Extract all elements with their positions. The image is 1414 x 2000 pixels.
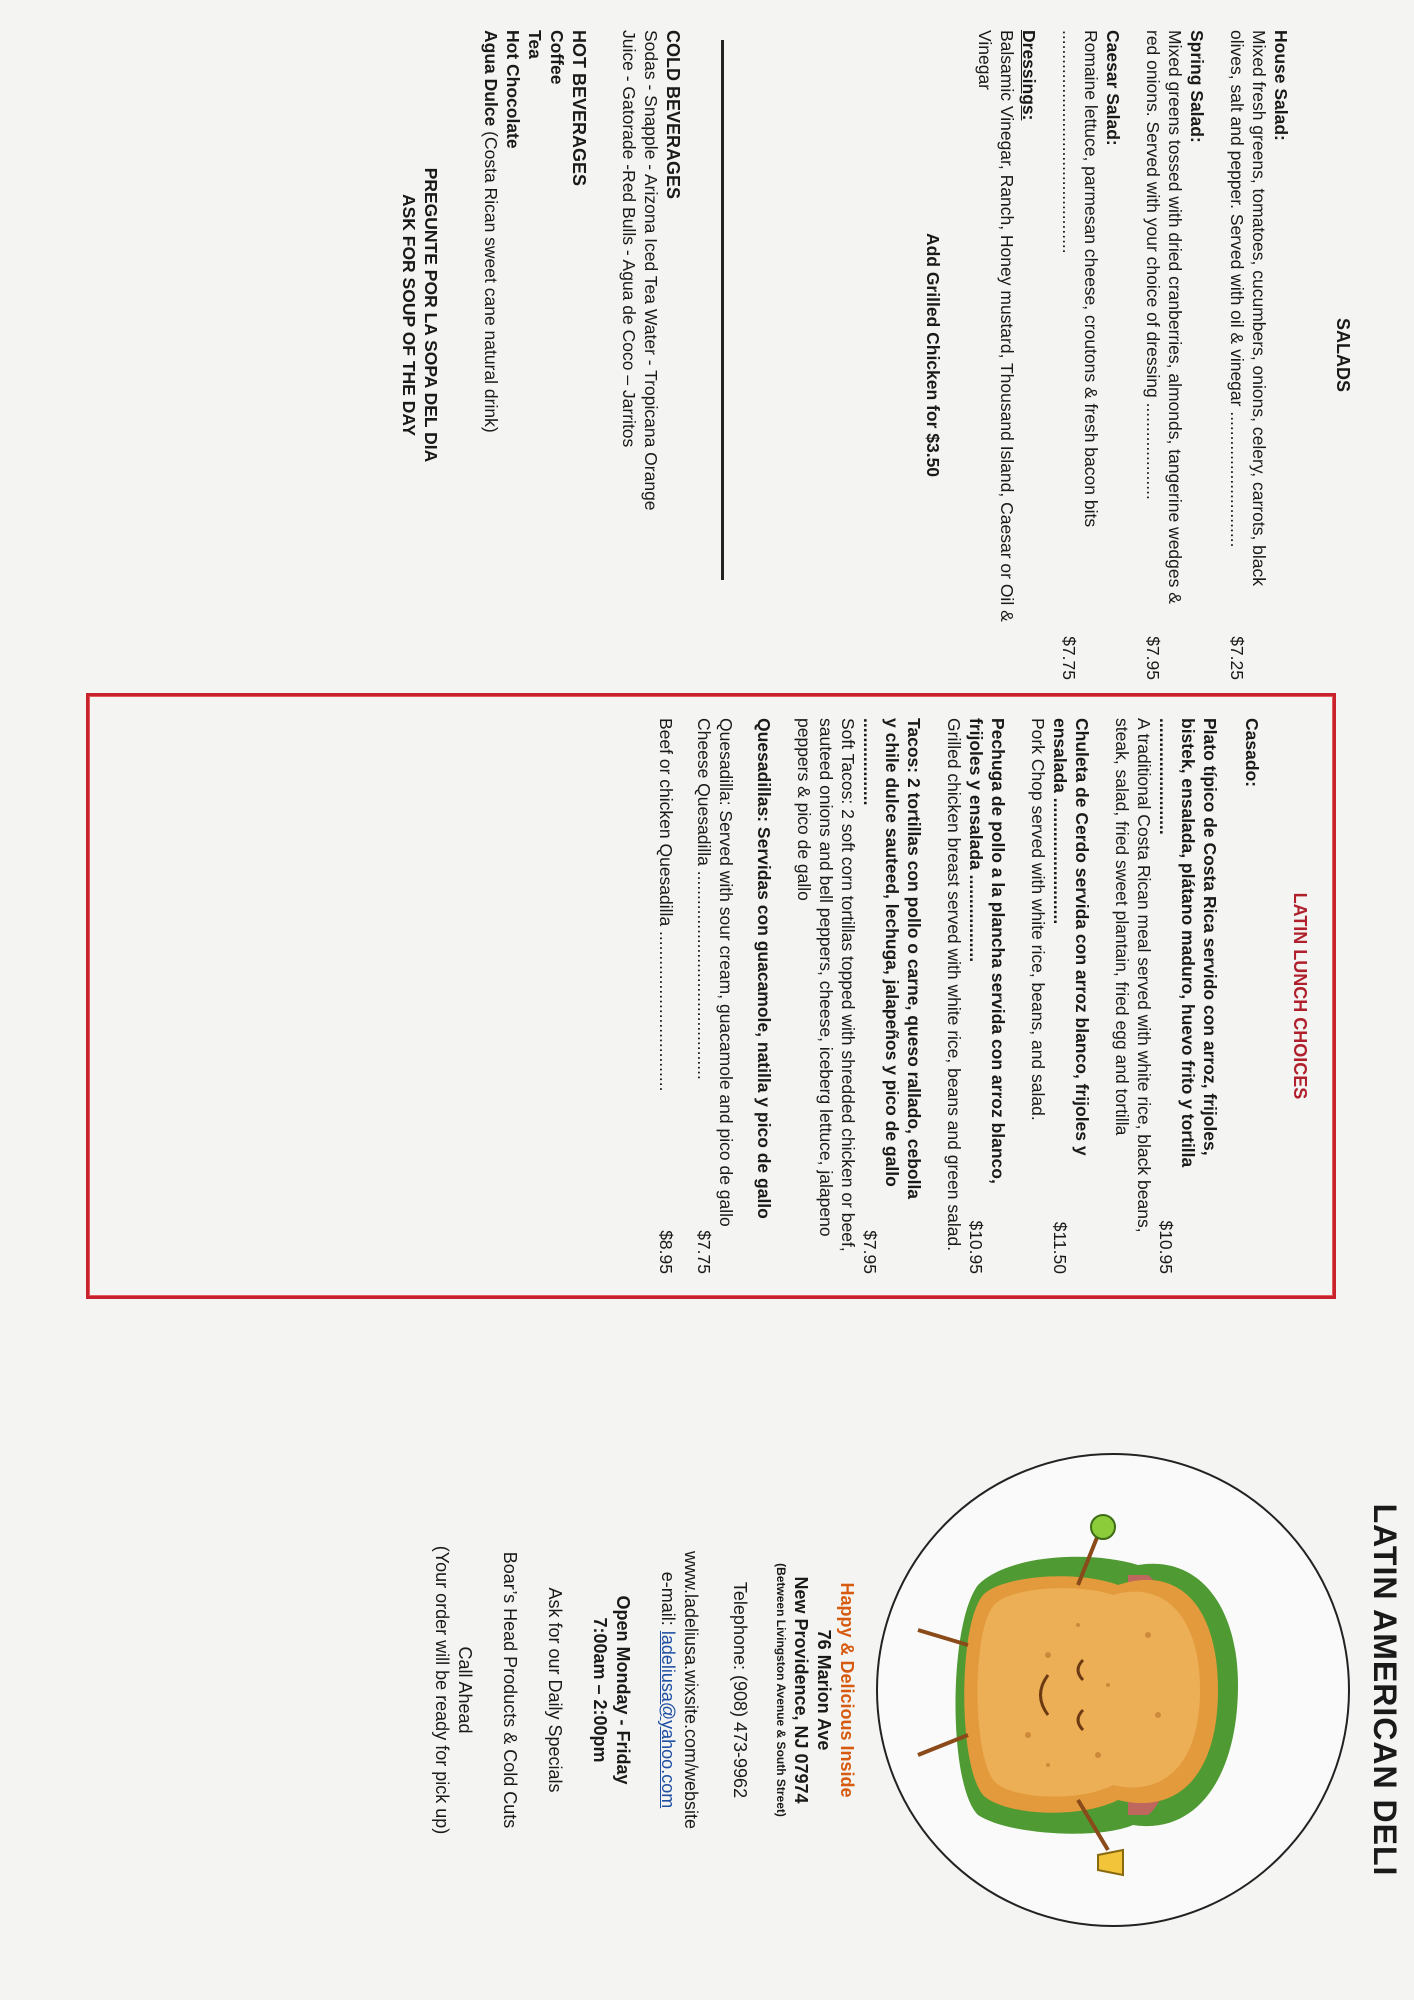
house-salad-name: House Salad: xyxy=(1271,30,1291,141)
casado-en: A traditional Costa Rican meal served with white rice, black beans, steak, salad, fried sweet plantain, fried egg and tortilla xyxy=(1112,718,1154,1233)
caesar-salad xyxy=(1058,30,1124,680)
latin-lunch-title: LATIN LUNCH CHOICES xyxy=(1290,892,1310,1100)
daily-specials: Ask for our Daily Specials xyxy=(545,1587,565,1793)
open-hours: 7:00am – 2:00pm xyxy=(590,1617,610,1763)
salads-section xyxy=(922,30,1354,680)
house-salad-desc: Mixed fresh greens, tomatoes, cucumbers, onions, celery, carrots, black olives, salt and pepper. Served with oil & vinegar ............................ xyxy=(1227,30,1269,587)
caesar-salad-name: Caesar Salad: xyxy=(1103,30,1123,146)
casado-es: Plato típico de Costa Rica servido con arroz, frijoles, bistek, ensalada, plátano maduro, huevo frito y tortilla ........................ $10.95 xyxy=(1156,718,1220,1274)
dressings-label: Dressings: xyxy=(1019,30,1039,121)
house-salad xyxy=(1226,30,1292,680)
salads-title: SALADS xyxy=(1333,317,1353,392)
dressings-text: Balsamic Vinegar, Ranch, Honey mustard, Thousand Island, Caesar or Oil & Vinegar xyxy=(975,30,1017,622)
hot-item-agua-dulce: Agua Dulce (Costa Rican sweet cane natural drink) xyxy=(481,30,501,433)
hot-item-coffee: Coffee xyxy=(547,30,567,85)
pickup-note: (Your order will be ready for pick up) xyxy=(432,1545,452,1835)
pechuga-en: Grilled chicken breast served with white rice, beans and green salad. xyxy=(944,718,964,1252)
tacos-es: Tacos: 2 tortillas con pollo o carne, queso rallado, cebolla y chile dulce sauteed, lechuga, jalapeños y pico de gallo .................. $7.95 xyxy=(860,718,924,1274)
spring-salad xyxy=(1142,30,1208,680)
casado-label: Casado: xyxy=(1242,718,1262,788)
quesadillas-es: Quesadillas: Servidas con guacamole, natilla y pico de gallo xyxy=(754,718,774,1219)
address-line-2: New Providence, NJ 07974 xyxy=(791,1576,811,1804)
chuleta-es: Chuleta de Cerdo servida con arroz blanco, frijoles y ensalada .......................... $11.50 xyxy=(1050,718,1092,1274)
spring-salad-name: Spring Salad: xyxy=(1187,30,1207,143)
latin-lunch-box xyxy=(86,693,1336,1299)
quesadillas-en: Quesadilla: Served with sour cream, guacamole and pico de gallo xyxy=(716,718,736,1227)
caesar-salad-price: $7.75 xyxy=(1059,636,1079,680)
tacos-en: Soft Tacos: 2 soft corn tortillas topped with shredded chicken or beef, sauteed onions and bell peppers, cheese, iceberg lettuce, jalapeno peppers & pico de gallo xyxy=(794,718,858,1252)
add-chicken-note: Add Grilled Chicken for $3.50 xyxy=(923,232,943,478)
deli-tagline: Happy & Delicious Inside xyxy=(837,1582,857,1798)
caesar-salad-desc: Romaine lettuce, parmesan cheese, croutons & fresh bacon bits .............................................. xyxy=(1059,30,1101,528)
beef-chicken-quesadilla: Beef or chicken Quesadilla ................................. $8.95 xyxy=(656,718,676,1274)
sandwich-logo-circle xyxy=(876,1453,1350,1927)
spring-salad-desc: Mixed greens tossed with dried cranberries, almonds, tangerine wedges & red onions. Served with your choice of dressing .................... xyxy=(1143,30,1185,604)
soup-line-es: PREGUNTE POR LA SOPA DEL DIA xyxy=(421,167,441,463)
boars-head: Boar’s Head Products & Cold Cuts xyxy=(500,1551,520,1829)
address-line-1: 76 Marion Ave xyxy=(814,1629,834,1751)
cold-beverages-title: COLD BEVERAGES xyxy=(663,30,683,200)
section-divider xyxy=(721,40,724,580)
hot-item-tea: Tea xyxy=(525,30,545,59)
chuleta-en: Pork Chop served with white rice, beans, and salad. xyxy=(1028,718,1048,1121)
address-line-3: (Between Livingston Avenue & South Street) xyxy=(774,1563,788,1817)
open-days: Open Monday - Friday xyxy=(613,1595,633,1785)
cheese-quesadilla: Cheese Quesadilla ........................................... $7.75 xyxy=(694,718,714,1274)
dressings xyxy=(974,30,1040,680)
spring-salad-price: $7.95 xyxy=(1143,636,1163,680)
website[interactable]: www.ladeliusa.wixsite.com/website xyxy=(681,1550,701,1830)
cold-beverages-line-2: Juice - Gatorade -Red Bulls - Agua de Coco – Jarritos xyxy=(619,30,639,448)
email-link[interactable]: ladeliusa@yahoo.com xyxy=(658,1630,678,1809)
house-salad-price: $7.25 xyxy=(1227,636,1247,680)
call-ahead: Call Ahead xyxy=(455,1646,475,1734)
sandwich-mascot-icon xyxy=(878,1455,1348,1925)
hot-item-chocolate: Hot Chocolate xyxy=(503,30,523,149)
deli-info-column xyxy=(430,1400,1414,1980)
cold-beverages-line-1: Sodas - Snapple - Arizona Iced Tea Water - Tropicana Orange xyxy=(641,30,661,511)
hot-beverages-title: HOT BEVERAGES xyxy=(569,30,589,187)
deli-title: LATIN AMERICAN DELI xyxy=(1367,1503,1403,1877)
pechuga-es: Pechuga de pollo a la plancha servida con arroz blanco, frijoles y ensalada .................. $10.95 xyxy=(966,718,1008,1274)
soup-line-en: ASK FOR SOUP OF THE DAY xyxy=(399,193,419,437)
telephone: Telephone: (908) 473-9962 xyxy=(730,1581,750,1799)
email-line: e-mail: ladeliusa@yahoo.com xyxy=(658,1571,678,1809)
beverages-section xyxy=(398,30,684,680)
